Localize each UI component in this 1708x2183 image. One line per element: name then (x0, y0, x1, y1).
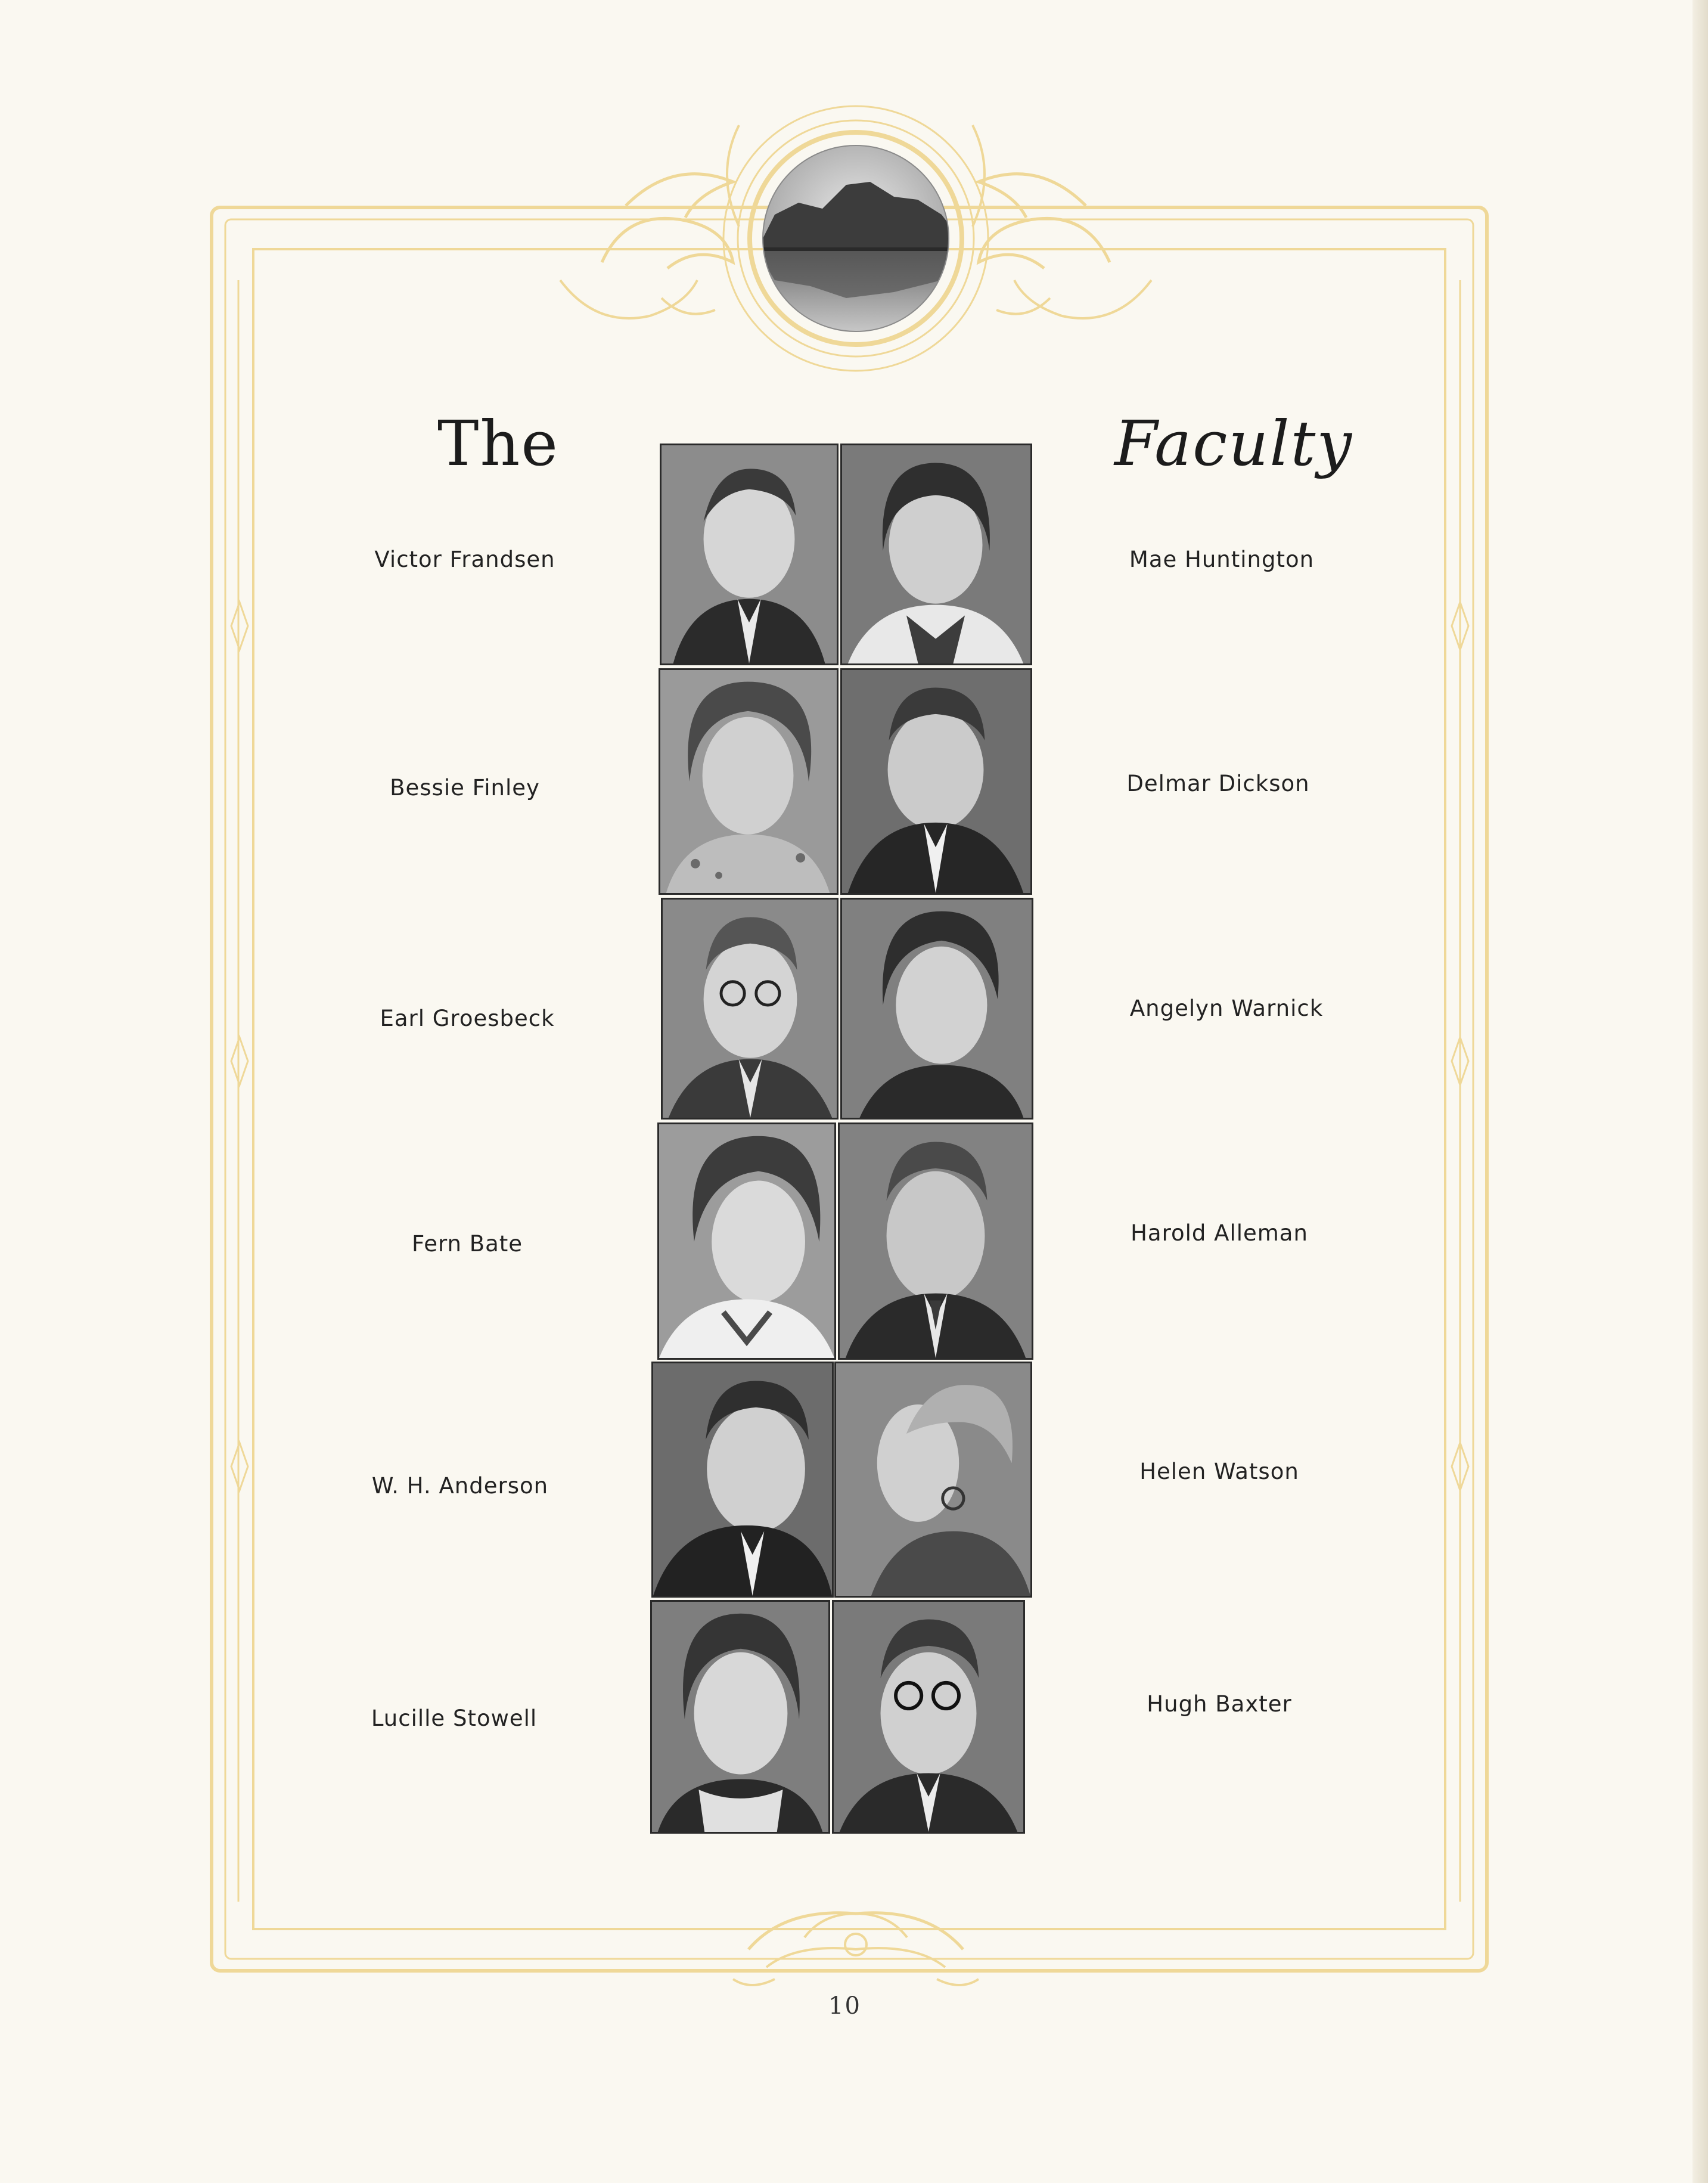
portrait-photo (650, 1600, 830, 1834)
page-number: 10 (828, 1992, 861, 2020)
portrait-photo (840, 444, 1032, 665)
portrait-photo (651, 1362, 834, 1598)
portrait-photo (834, 1362, 1032, 1598)
faculty-name: Delmar Dickson (1126, 771, 1310, 796)
faculty-name: Helen Watson (1139, 1459, 1299, 1484)
faculty-name: W. H. Anderson (371, 1473, 549, 1499)
portrait-photo (840, 668, 1032, 895)
faculty-name: Harold Alleman (1131, 1220, 1308, 1246)
faculty-name: Lucille Stowell (371, 1706, 538, 1731)
faculty-name: Angelyn Warnick (1129, 996, 1324, 1021)
portrait-photo (659, 668, 839, 895)
portrait-photo (661, 898, 839, 1120)
portrait-photo (832, 1600, 1025, 1834)
faculty-name: Earl Groesbeck (380, 1006, 555, 1031)
heading-the: The (437, 407, 559, 480)
portrait-photo (660, 444, 839, 665)
faculty-name: Bessie Finley (390, 775, 540, 801)
portrait-photo (838, 1122, 1033, 1360)
faculty-name: Mae Huntington (1129, 547, 1315, 572)
faculty-name: Victor Frandsen (374, 547, 555, 572)
faculty-name: Hugh Baxter (1147, 1691, 1292, 1717)
portrait-photo (657, 1122, 836, 1360)
portrait-photo (840, 898, 1033, 1120)
page-edge (1693, 0, 1708, 2183)
heading-faculty: Faculty (1114, 407, 1353, 480)
faculty-name: Fern Bate (411, 1231, 523, 1257)
